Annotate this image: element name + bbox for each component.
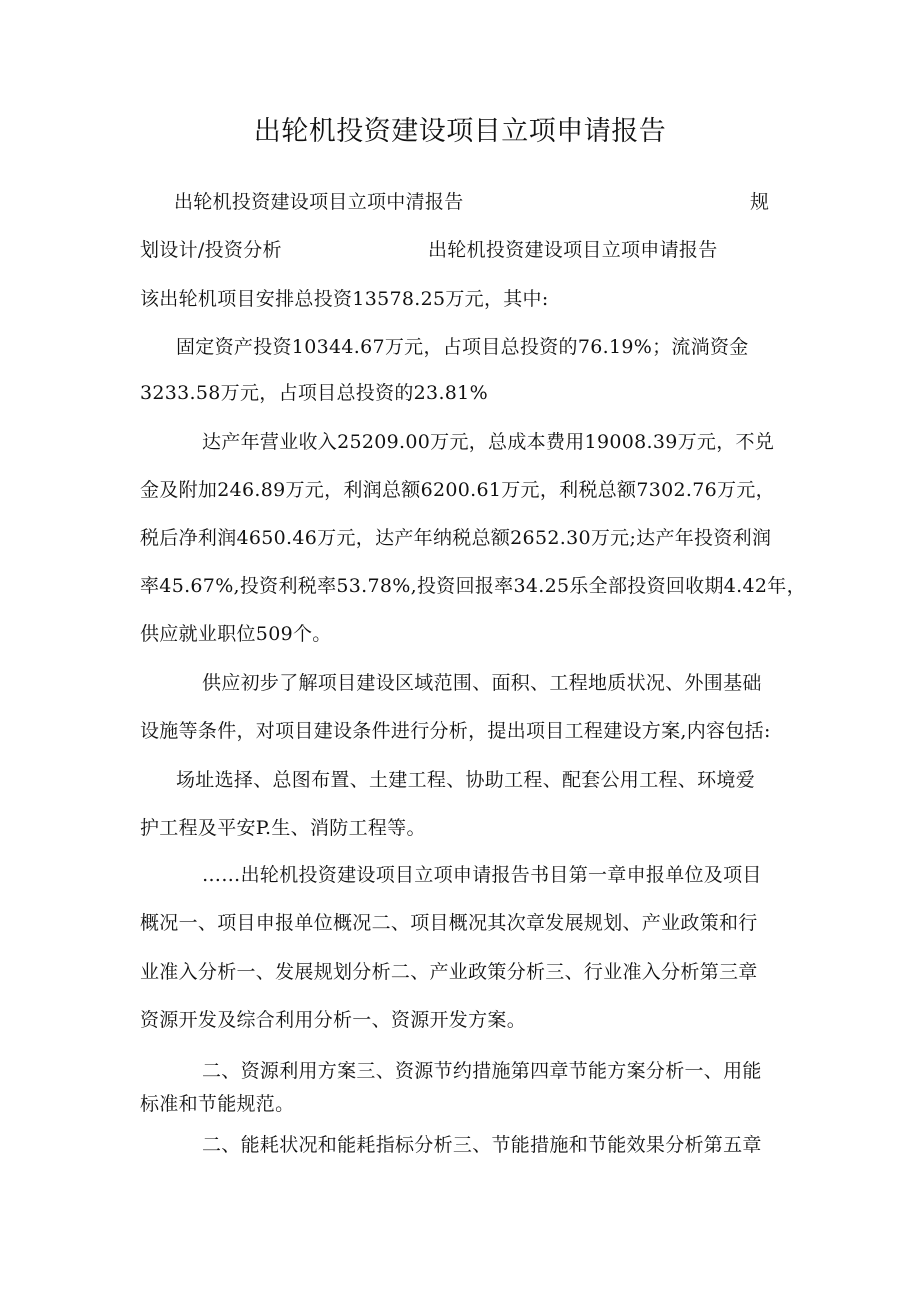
header-line-left: 出轮机投资建设项目立项中清报告 <box>174 191 464 213</box>
paragraph-line: 固定资产投资10344.67万元，占项目总投资的76.19%；流淌资金 <box>176 336 749 358</box>
paragraph-line: 税后净利润4650.46万元，达产年纳税总额2652.30万元;达产年投资利润 <box>140 527 772 549</box>
paragraph-line: 二、能耗状况和能耗指标分析三、节能措施和节能效果分析第五章 <box>202 1134 762 1156</box>
document-title: 出轮机投资建设项目立项申请报告 <box>253 116 667 147</box>
paragraph-line: 供应初步了解项目建设区域范围、面积、工程地质状况、外围基础 <box>202 672 762 694</box>
paragraph-line: 护工程及平安P.生、消防工程等。 <box>140 817 426 839</box>
paragraph-line: 二、资源利用方案三、资源节约措施第四章节能方案分析一、用能 <box>202 1060 762 1082</box>
header-line-right: 规 <box>750 191 770 213</box>
second-line-right: 出轮机投资建设项目立项申请报告 <box>428 239 718 261</box>
paragraph-line: 3233.58万元，占项目总投资的23.81% <box>140 382 488 404</box>
paragraph-line: 资源开发及综合利用分析一、资源开发方案。 <box>140 1009 527 1031</box>
paragraph-line: 金及附加246.89万元，利润总额6200.61万元，利税总额7302.76万元， <box>140 479 775 501</box>
paragraph-line: 供应就业职位509个。 <box>140 623 332 645</box>
paragraph-line: 设施等条件，对项目建设条件进行分析，提出项目工程建设方案,内容包括: <box>140 720 771 742</box>
second-line-left: 划设计/投资分析 <box>140 239 282 261</box>
paragraph-line: 场址选择、总图布置、土建工程、协助工程、配套公用工程、环境爱 <box>176 769 756 791</box>
paragraph-line: 该出轮机项目安排总投资13578.25万元，其中: <box>140 288 549 310</box>
paragraph-line: 达产年营业收入25209.00万元，总成本费用19008.39万元，不兑 <box>202 431 775 453</box>
paragraph-line: 业准入分析一、发展规划分析二、产业政策分析三、行业准入分析第三章 <box>140 961 758 983</box>
paragraph-line: ……出轮机投资建设项目立项申请报告书目第一章申报单位及项目 <box>202 864 762 886</box>
paragraph-line: 率45.67%,投资利税率53.78%,投资回报率34.25乐全部投资回收期4.42年， <box>140 575 806 597</box>
paragraph-line: 标准和节能规范。 <box>140 1093 295 1115</box>
paragraph-line: 概况一、项目申报单位概况二、项目概况其次章发展规划、产业政策和行 <box>140 912 758 934</box>
